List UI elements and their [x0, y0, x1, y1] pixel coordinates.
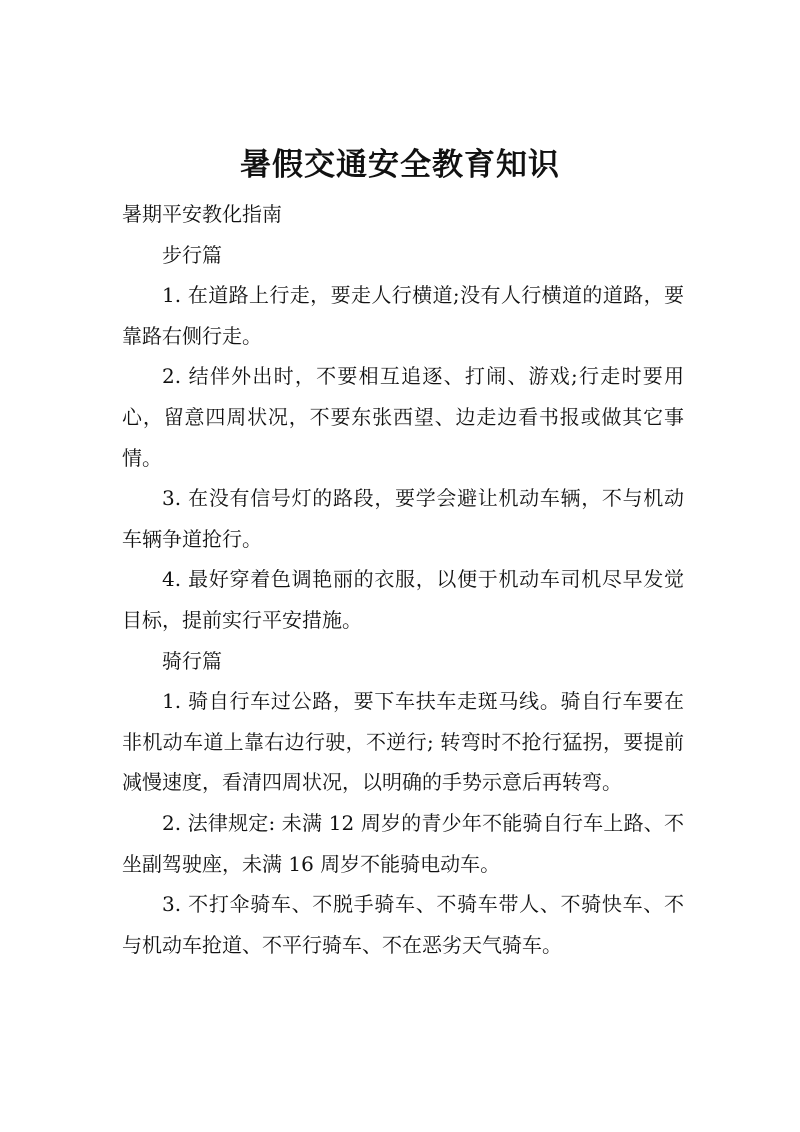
section-heading-riding: 骑行篇 — [162, 648, 222, 673]
document-subtitle: 暑期平安教化指南 — [122, 202, 282, 226]
document-title: 暑假交通安全教育知识 — [240, 146, 560, 183]
document-body — [122, 194, 684, 965]
walking-rule-1: 1. 在道路上行走，要走人行横道;没有人行横道的道路，要靠路右侧行走。 — [122, 283, 684, 348]
walking-rule-4: 4. 最好穿着色调艳丽的衣服，以便于机动车司机尽早发觉目标，提前实行平安措施。 — [122, 567, 684, 632]
section-heading-walking: 步行篇 — [162, 242, 222, 267]
walking-rule-2: 2. 结伴外出时，不要相互追逐、打闹、游戏;行走时要用心，留意四周状况，不要东张西望、边走边看书报或做其它事情。 — [122, 364, 684, 470]
riding-rule-1: 1. 骑自行车过公路，要下车扶车走斑马线。骑自行车要在非机动车道上靠右边行驶，不逆行; 转弯时不抢行猛拐，要提前减慢速度，看清四周状况，以明确的手势示意后再转弯。 — [122, 689, 684, 795]
riding-rule-3: 3. 不打伞骑车、不脱手骑车、不骑车带人、不骑快车、不与机动车抢道、不平行骑车、不在恶劣天气骑车。 — [122, 892, 684, 957]
riding-rule-2: 2. 法律规定: 未满 12 周岁的青少年不能骑自行车上路、不坐副驾驶座，未满 16 周岁不能骑电动车。 — [122, 810, 684, 876]
walking-rule-3: 3. 在没有信号灯的路段，要学会避让机动车辆，不与机动车辆争道抢行。 — [122, 486, 684, 551]
